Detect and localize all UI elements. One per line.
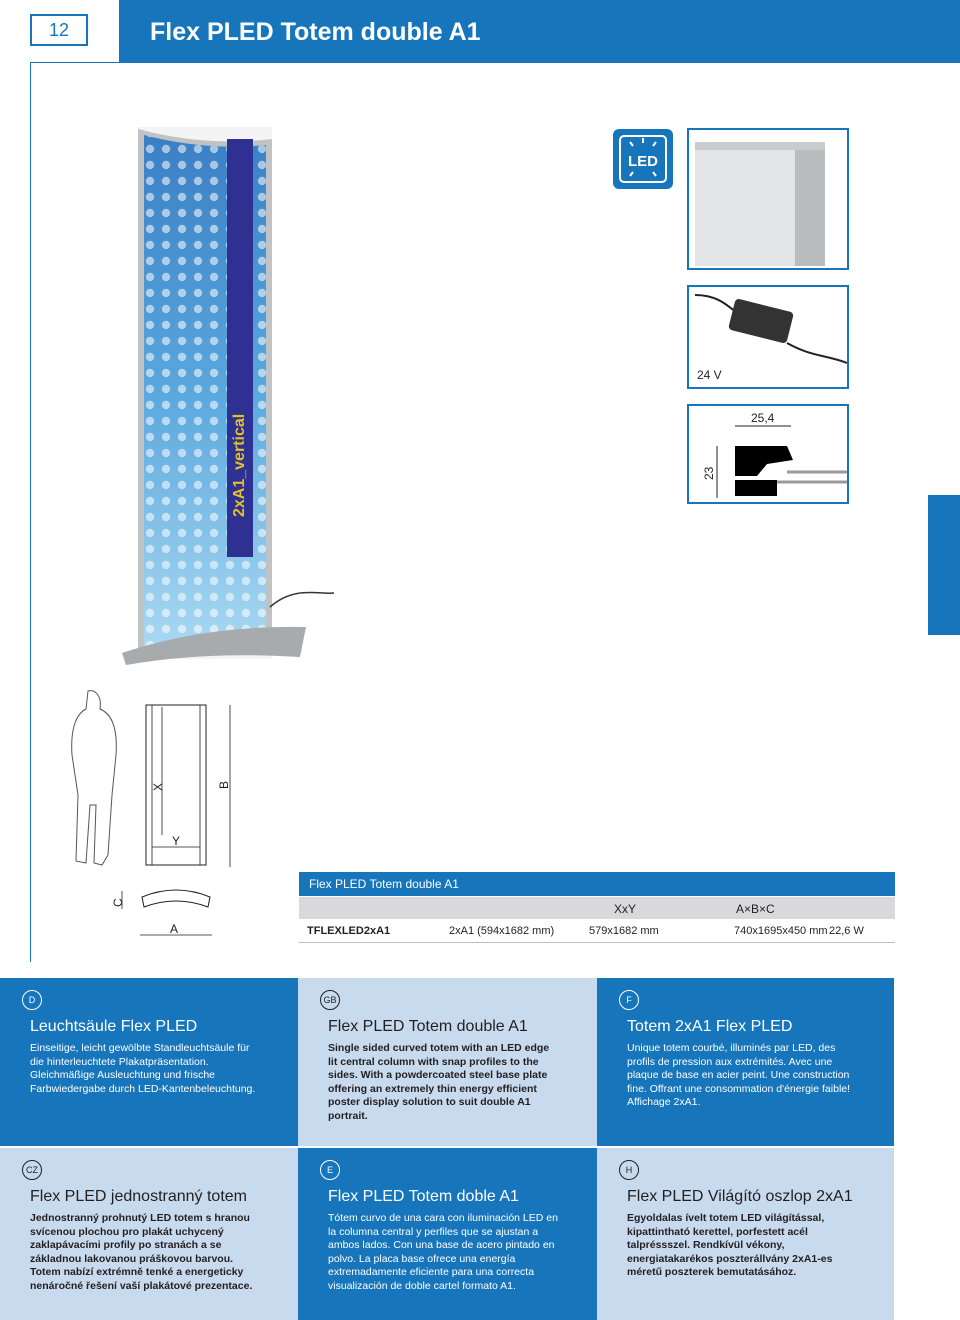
person-silhouette bbox=[72, 691, 117, 865]
column-abc: A×B×C bbox=[736, 902, 775, 916]
profile-width-label: 25,4 bbox=[751, 411, 775, 425]
dimension-drawing bbox=[50, 685, 250, 950]
table-row bbox=[299, 920, 895, 943]
panel-title-fr: Totem 2xA1 Flex PLED bbox=[627, 1018, 793, 1035]
panel-es bbox=[298, 1148, 597, 1320]
panel-body-hu: Egyoldalas ívelt totem LED világítással, kipattintható kerettel, porfestett acél talpréssszel. Rendkívül vékony, energiatakarékos poszterállvány 2xA1-es méretű poszterek bemutatásához. bbox=[627, 1212, 833, 1279]
cell-power: 22,6 W bbox=[829, 925, 864, 937]
page-number-box bbox=[0, 0, 116, 62]
detail-frame-corner bbox=[687, 128, 849, 270]
panel-body-cz: Jednostranný prohnutý LED totem s hranou svícenou plochou pro plakát uchycený zaklapávacími profily po stranách a se základnou lakovanou práškovou barvou. Totem nabízí extrémně tenké a energeticky nenáročné řešení vaší plakátové prezentace. bbox=[30, 1212, 253, 1292]
panel-fr bbox=[597, 978, 894, 1146]
cell-format: 2xA1 (594x1682 mm) bbox=[449, 925, 555, 937]
panel-gb bbox=[298, 978, 597, 1146]
dim-x-label: X bbox=[151, 782, 165, 791]
cell-abc: 740x1695x450 mm bbox=[734, 925, 828, 937]
page-title: Flex PLED Totem double A1 bbox=[150, 18, 481, 46]
detail-profile-section bbox=[687, 404, 849, 504]
lang-badge-hu: H bbox=[619, 1160, 639, 1180]
lang-badge-cz: CZ bbox=[22, 1160, 42, 1180]
panel-cz bbox=[0, 1148, 298, 1320]
spec-table-column-headers bbox=[299, 897, 895, 919]
side-accent-strip bbox=[928, 495, 960, 635]
cell-xy: 579x1682 mm bbox=[589, 925, 659, 937]
lang-badge-de: D bbox=[22, 990, 42, 1010]
dim-y-label: Y bbox=[172, 834, 181, 848]
spec-table-title: Flex PLED Totem double A1 bbox=[309, 877, 459, 891]
frame-top-rule bbox=[30, 62, 960, 63]
panel-title-hu: Flex PLED Világító oszlop 2xA1 bbox=[627, 1188, 853, 1205]
profile-height-label: 23 bbox=[702, 466, 716, 480]
panel-hu bbox=[597, 1148, 894, 1320]
panel-title-es: Flex PLED Totem doble A1 bbox=[328, 1188, 519, 1205]
led-badge-icon bbox=[612, 128, 674, 190]
panel-title-gb: Flex PLED Totem double A1 bbox=[328, 1018, 528, 1035]
panel-title-de: Leuchtsäule Flex PLED bbox=[30, 1018, 198, 1035]
dim-b-label: B bbox=[217, 780, 231, 789]
frame-left-rule bbox=[30, 62, 31, 962]
panel-body-fr: Unique totem courbé, illuminés par LED, des profils de pression aux extrémités. Avec une plaque de base en acier peint. Une construction fine. Offrant une consommation d'énergie faible! Affichage 2xA1. bbox=[627, 1042, 851, 1109]
lang-badge-fr: F bbox=[619, 990, 639, 1010]
panel-body-es: Tótem curvo de una cara con iluminación LED en la columna central y perfiles que se ajustan a ambos lados. Con una base de acero pintado en polvo. La placa base ofrece una energía extremadamente eficiente para una correcta visualización de doble cartel formato A1. bbox=[328, 1212, 558, 1292]
dim-c-label: C bbox=[111, 898, 125, 907]
adapter-voltage-label: 24 V bbox=[697, 368, 722, 382]
led-badge-text: LED bbox=[628, 153, 658, 170]
dim-a-label: A bbox=[170, 922, 179, 936]
panel-body-gb: Single sided curved totem with an LED edge lit central column with snap profiles to the sides. With a powdercoated steel base plate offering an extremely thin energy efficient poster display solution to suit double A1 portrait. bbox=[328, 1042, 550, 1122]
power-cable bbox=[270, 592, 334, 607]
column-xy: XxY bbox=[614, 902, 637, 916]
product-photo bbox=[110, 125, 350, 665]
page-number: 12 bbox=[30, 14, 88, 46]
lang-badge-gb: GB bbox=[320, 990, 340, 1010]
panel-de bbox=[0, 978, 298, 1146]
panel-title-cz: Flex PLED jednostranný totem bbox=[30, 1188, 247, 1205]
cell-code: TFLEXLED2xA1 bbox=[307, 925, 391, 937]
base-top-view bbox=[142, 890, 210, 907]
detail-power-adapter bbox=[687, 285, 849, 389]
banner-text: 2xA1_vertical bbox=[231, 413, 248, 517]
panel-body-de: Einseitige, leicht gewölbte Standleuchtsäule für die hinterleuchtete Plakatpräsentation. Gleichmäßige Ausleuchtung und frische Farbwiedergabe durch LED-Kantenbeleuchtung. bbox=[30, 1042, 256, 1095]
spec-table-header bbox=[299, 872, 895, 896]
lang-badge-es: E bbox=[320, 1160, 340, 1180]
